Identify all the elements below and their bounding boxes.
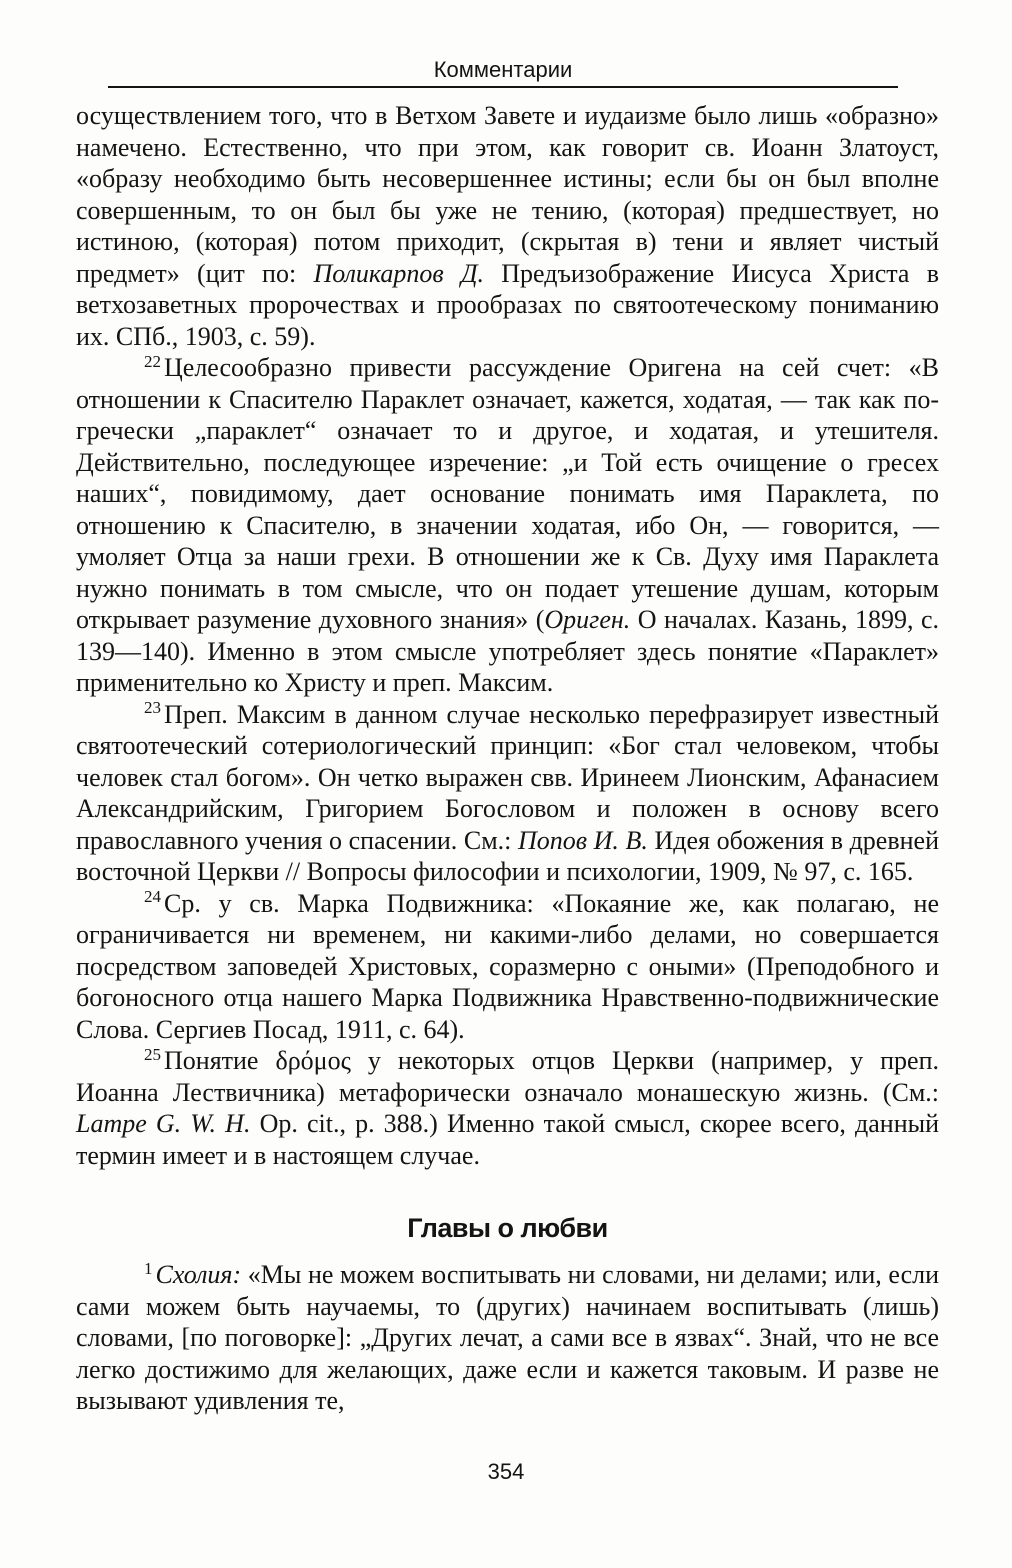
section-title: Главы о любви: [407, 1213, 608, 1243]
note-number: 22: [144, 351, 161, 371]
running-head: Комментарии: [433, 57, 573, 82]
note-text: Понятие δρόμος у некоторых отцов Церкви (например, у преп. Иоанна Лествичника) метафорически означало монашескую жизнь. (См.:: [76, 1046, 939, 1107]
page-body: [76, 100, 939, 1417]
note-21-continuation: [76, 100, 939, 352]
note-1: [76, 1259, 939, 1417]
note-number: 24: [144, 887, 161, 907]
note-text: О началах. Казань, 1899, с. 139—140). Именно в этом смысле употребляет здесь понятие «Параклет» применительно ко Христу и преп. Максим.: [76, 605, 939, 697]
cited-author: Lampe G. W. H.: [76, 1109, 251, 1138]
note-text: осуществлением того, что в Ветхом Завете и иудаизме было лишь «образно» намечено. Естественно, что при этом, как говорит св. Иоанн Златоуст, «образу необходимо быть несовершеннее истины; если бы он был вполне совершенным, то он был бы уже не тению, (которая) предшествует, но истиною, (которая) потом приходит, (скрытая в) тени и являет чистый предмет» (цит по:: [76, 101, 939, 288]
note-text: Целесообразно привести рассуждение Оригена на сей счет: «В отношении к Спасителю Параклет означает, кажется, ходатая, — так как по-гречески „параклет“ означает то и другое, и ходатая, и утешителя. Действительно, последующее изречение: „и Той есть очищение о гресех наших“, повидимому, дает основание понимать имя Параклета, по отношению к Спасителю, в значении ходатая, ибо Он, — говорится, — умоляет Отца за наши грехи. В отношении же к Св. Духу имя Параклета нужно понимать в том смысле, что он подает утешение душам, которым открывает разумение духовного знания» (: [76, 353, 939, 634]
cited-author: Ориген.: [544, 605, 631, 634]
note-24: [76, 888, 939, 1046]
note-number: 23: [144, 698, 161, 718]
note-text: Op. cit., p. 388.) Именно такой смысл, скорее всего, данный термин имеет и в настоящем случае.: [76, 1109, 939, 1170]
note-number: 1: [144, 1258, 153, 1278]
note-text: Идея обожения в древней восточной Церкви // Вопросы философии и психологии, 1909, № 97, с. 165.: [76, 825, 939, 886]
note-number: 25: [144, 1044, 161, 1064]
cited-author: Попов И. В.: [517, 825, 648, 855]
header-rule: [108, 86, 898, 88]
note-text: Предъизображение Иисуса Христа в ветхозаветных пророчествах и прообразах по святоотеческому пониманию их. СПб., 1903, с. 59).: [76, 258, 939, 351]
page-number: 354: [487, 1459, 525, 1484]
note-23: [76, 699, 939, 888]
note-text: Ср. у св. Марка Подвижника: «Покаяние же, как полагаю, не ограничивается ни временем, ни какими-либо делами, но совершается посредством заповедей Христовых, соразмерно с оными» (Преподобного и богоносного отца нашего Марка Подвижника Нравственно-подвижнические Слова. Сергиев Посад, 1911, с. 64).: [76, 888, 939, 1044]
note-text: Преп. Максим в данном случае несколько перефразирует известный святоотеческий сотериологический принцип: «Бог стал человеком, чтобы человек стал богом». Он четко выражен свв. Иринеем Лионским, Афанасием Александрийским, Григорием Богословом и положен в основу всего православного учения о спасении. См.:: [76, 699, 939, 855]
note-22: [76, 352, 939, 699]
scholion-label: Схолия:: [155, 1260, 242, 1289]
note-text: «Мы не можем воспитывать ни словами, ни делами; или, если сами можем быть научаемы, то (других) начинаем воспитывать (лишь) словами, [по поговорке]: „Других лечат, а сами все в язвах“. Знай, что не все легко достижимо для желающих, даже если и кажется таковым. И разве не вызывают удивления те,: [76, 1260, 939, 1415]
note-25: [76, 1045, 939, 1171]
cited-author: Поликарпов Д.: [313, 258, 484, 288]
